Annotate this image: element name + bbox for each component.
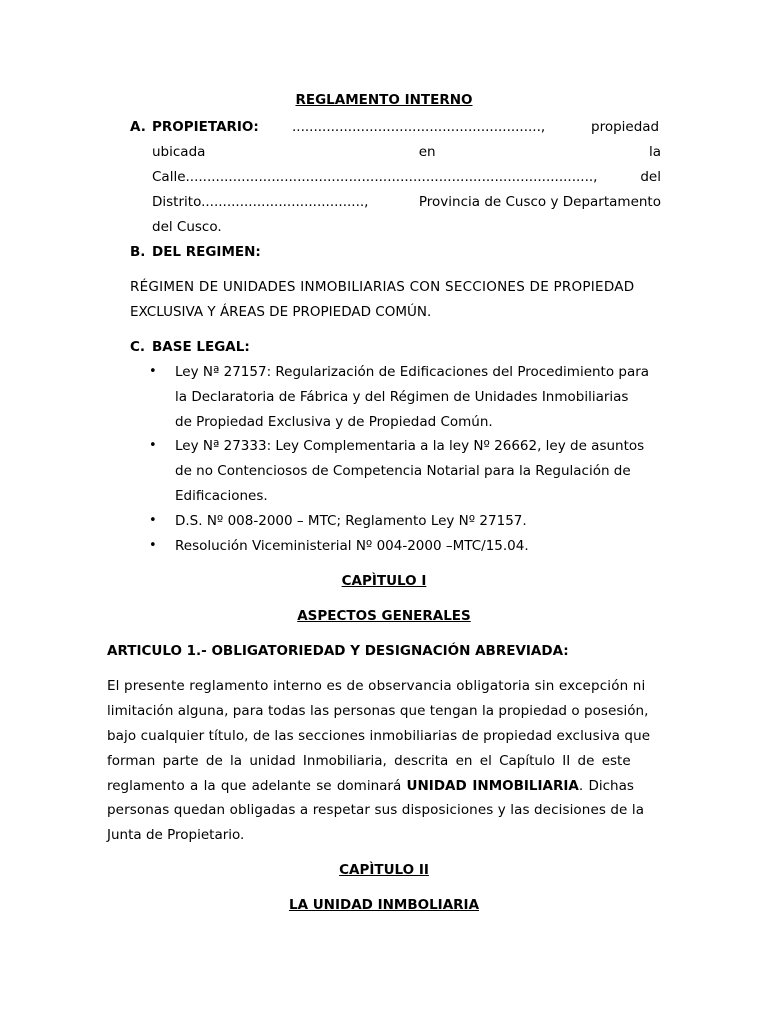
unit-name-emphasis: UNIDAD INMOBILIARIA [406, 778, 579, 794]
paragraph-line: limitación alguna, para todas las personas que tengan la propiedad o posesión, [107, 703, 649, 719]
distrito-field: Distrito......................................, [152, 194, 369, 210]
paragraph-line: El presente reglamento interno es de observancia obligatoria sin excepción ni [107, 678, 646, 694]
paragraph-line-emphasis [107, 777, 634, 795]
paragraph-line: Junta de Propietario. [107, 827, 245, 843]
list-item-line: Resolución Viceministerial Nº 004-2000 –MTC/15.04. [175, 538, 529, 554]
paragraph-line: personas quedan obligadas a respetar sus disposiciones y las decisiones de la [107, 802, 645, 818]
section-c-marker: C. [130, 339, 146, 355]
section-a-line4 [152, 193, 661, 211]
section-a-propiedad: propiedad [591, 119, 660, 135]
list-item-line: Edificaciones. [175, 488, 268, 504]
list-item-line: Ley Nª 27333: Ley Complementaria a la ley Nº 26662, ley de asuntos [175, 438, 645, 454]
word-la: la [648, 144, 661, 160]
list-item-line: Ley Nª 27157: Regularización de Edificaciones del Procedimiento para [175, 364, 650, 380]
list-item-line: de no Contenciosos de Competencia Notarial para la Regulación de [175, 463, 631, 479]
section-b-marker: B. [130, 244, 146, 260]
list-item-line: la Declaratoria de Fábrica y del Régimen de Unidades Inmobiliarias [175, 389, 629, 405]
paragraph-text: . Dichas [578, 778, 634, 794]
chapter-1-subheading: ASPECTOS GENERALES [297, 608, 471, 624]
paragraph-line: bajo cualquier título, de las secciones inmobiliarias de propiedad exclusiva que [107, 728, 651, 744]
section-a-line3 [152, 168, 661, 186]
section-a-label: PROPIETARIO: [152, 119, 259, 135]
chapter-2-subheading: LA UNIDAD INMBOLIARIA [288, 897, 480, 913]
section-a-marker: A. [130, 119, 146, 135]
section-a-dots: .........................................................., [292, 119, 546, 135]
chapter-2-heading: CAPÌTULO II [339, 862, 429, 878]
bullet-icon: • [149, 513, 157, 528]
calle-field: Calle..............................................................................................., [152, 169, 598, 185]
document-title: REGLAMENTO INTERNO [295, 92, 473, 108]
paragraph-text: reglamento a la que adelante se dominará [107, 778, 402, 794]
list-item-line: de Propiedad Exclusiva y de Propiedad Común. [175, 414, 493, 430]
word-en: en [418, 144, 436, 160]
bullet-icon: • [149, 438, 157, 453]
section-c-label: BASE LEGAL: [152, 339, 250, 355]
word-ubicada: ubicada [152, 144, 206, 160]
section-b-text-line1: RÉGIMEN DE UNIDADES INMOBILIARIAS CON SECCIONES DE PROPIEDAD [130, 279, 635, 295]
list-item-line: D.S. Nº 008-2000 – MTC; Reglamento Ley Nº 27157. [175, 513, 527, 529]
section-b-text-line2: EXCLUSIVA Y ÁREAS DE PROPIEDAD COMÚN. [130, 304, 432, 320]
article-1-heading: ARTICULO 1.- OBLIGATORIEDAD Y DESIGNACIÓN ABREVIADA: [107, 643, 569, 659]
section-a-last: del Cusco. [152, 219, 222, 235]
section-a-line2 [152, 143, 661, 161]
word-del: del [640, 169, 661, 185]
bullet-icon: • [149, 364, 157, 379]
paragraph-line: forman parte de la unidad Inmobiliaria, descrita en el Capítulo II de este [107, 753, 631, 769]
section-b-label: DEL REGIMEN: [152, 244, 261, 260]
chapter-1-heading: CAPÌTULO I [341, 573, 427, 589]
provincia-text: Provincia de Cusco y Departamento [418, 194, 661, 210]
bullet-icon: • [149, 538, 157, 553]
